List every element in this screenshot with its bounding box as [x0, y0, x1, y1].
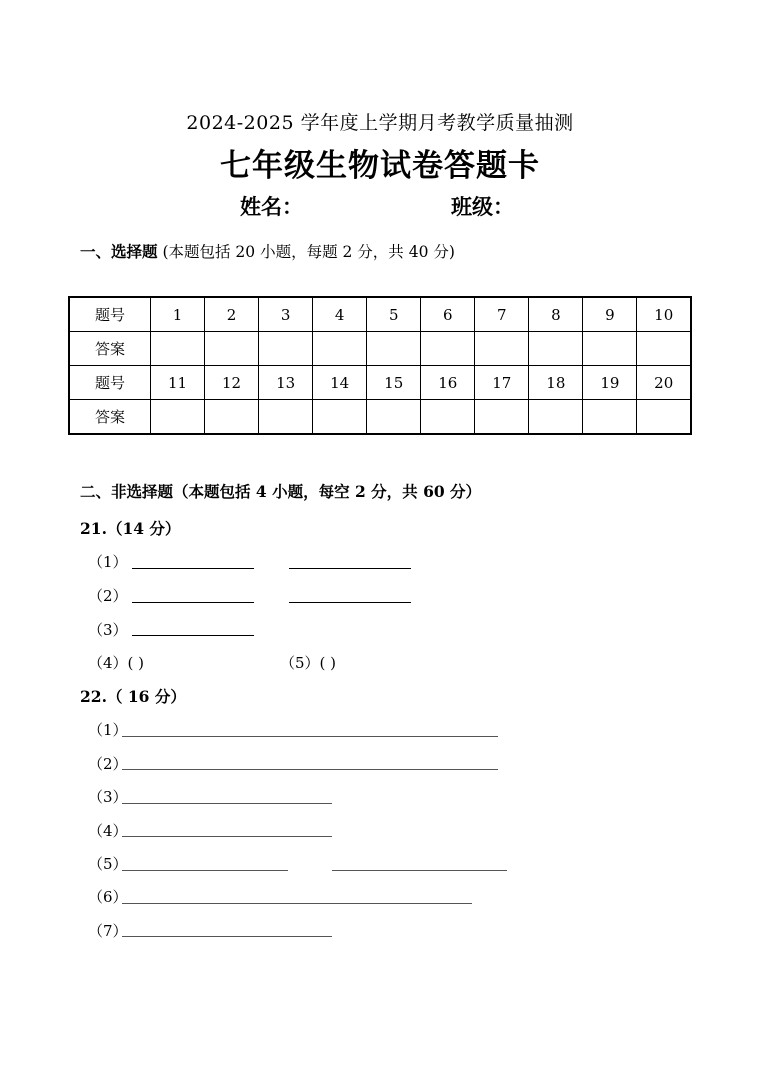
answer-cell[interactable] — [259, 332, 313, 366]
row-label-number: 题号 — [69, 297, 151, 332]
question-number: 14 — [313, 366, 367, 400]
answer-cell[interactable] — [367, 400, 421, 435]
answer-row-1 — [69, 332, 691, 366]
q22-item-7-label: （7） — [88, 922, 128, 940]
answer-cell[interactable] — [637, 400, 691, 435]
answer-cell[interactable] — [583, 400, 637, 435]
answer-row-2 — [69, 400, 691, 435]
row-label-number: 题号 — [69, 366, 151, 400]
answer-cell[interactable] — [313, 400, 367, 435]
q21-2-answer-line-b[interactable] — [289, 602, 411, 603]
answer-cell[interactable] — [205, 400, 259, 435]
section2-heading — [80, 480, 481, 502]
q22-item-4-label: （4） — [88, 822, 128, 840]
number-row-2 — [69, 366, 691, 400]
question-number: 16 — [421, 366, 475, 400]
question-number: 15 — [367, 366, 421, 400]
q22-title: 22.（ 16 分） — [80, 687, 186, 706]
q22-2-answer-line[interactable] — [122, 769, 498, 770]
answer-cell[interactable] — [259, 400, 313, 435]
question-number: 10 — [637, 297, 691, 332]
answer-cell[interactable] — [151, 332, 205, 366]
choice-answer-grid — [68, 296, 692, 435]
answer-cell[interactable] — [421, 400, 475, 435]
q21-2-answer-line-a[interactable] — [132, 602, 254, 603]
q21-item-5-label[interactable]: （5）( ) — [280, 654, 337, 672]
section1-title: 一、选择题 — [80, 242, 158, 261]
q21-item-2-label: （2） — [88, 587, 128, 605]
question-number: 20 — [637, 366, 691, 400]
question-number: 17 — [475, 366, 529, 400]
answer-cell[interactable] — [367, 332, 421, 366]
section1-note: (本题包括 20 小题，每题 2 分，共 40 分) — [157, 243, 455, 261]
q22-item-6-label: （6） — [88, 888, 128, 906]
question-number: 8 — [529, 297, 583, 332]
q22-4-answer-line[interactable] — [122, 836, 332, 837]
exam-subtitle: 2024-2025 学年度上学期月考教学质量抽测 — [186, 112, 574, 134]
number-row-1 — [69, 297, 691, 332]
question-number: 11 — [151, 366, 205, 400]
q22-item-2-label: （2） — [88, 755, 128, 773]
q21-1-answer-line-a[interactable] — [132, 568, 254, 569]
question-number: 2 — [205, 297, 259, 332]
q21-title: 21.（14 分） — [80, 519, 181, 538]
section2-note: （本题包括 4 小题，每空 2 分，共 60 分） — [173, 482, 482, 501]
question-number: 13 — [259, 366, 313, 400]
question-number: 18 — [529, 366, 583, 400]
q22-7-answer-line[interactable] — [122, 936, 332, 937]
answer-cell[interactable] — [421, 332, 475, 366]
section2-title: 二、非选择题 — [80, 482, 174, 501]
answer-cell[interactable] — [529, 400, 583, 435]
class-label: 班级： — [451, 194, 514, 219]
answer-cell[interactable] — [475, 332, 529, 366]
q22-item-3-label: （3） — [88, 788, 128, 806]
q21-1-answer-line-b[interactable] — [289, 568, 411, 569]
question-number: 3 — [259, 297, 313, 332]
q22-item-1-label: （1） — [88, 721, 128, 739]
answer-cell[interactable] — [205, 332, 259, 366]
q21-item-4-label[interactable]: （4）( ) — [88, 654, 145, 672]
answer-cell[interactable] — [529, 332, 583, 366]
q22-item-5-label: （5） — [88, 855, 128, 873]
row-label-answer: 答案 — [69, 400, 151, 435]
answer-cell[interactable] — [475, 400, 529, 435]
q22-5-answer-line-a[interactable] — [122, 870, 288, 871]
q22-3-answer-line[interactable] — [122, 803, 332, 804]
answer-cell[interactable] — [151, 400, 205, 435]
question-number: 5 — [367, 297, 421, 332]
q21-item-1-label: （1） — [88, 553, 128, 571]
page-title: 七年级生物试卷答题卡 — [220, 148, 540, 184]
answer-cell[interactable] — [583, 332, 637, 366]
section1-heading — [80, 240, 455, 262]
q22-6-answer-line[interactable] — [122, 903, 472, 904]
question-number: 12 — [205, 366, 259, 400]
question-number: 19 — [583, 366, 637, 400]
answer-cell[interactable] — [637, 332, 691, 366]
question-number: 7 — [475, 297, 529, 332]
question-number: 1 — [151, 297, 205, 332]
q22-1-answer-line[interactable] — [122, 736, 498, 737]
q21-item-3-label: （3） — [88, 621, 128, 639]
answer-cell[interactable] — [313, 332, 367, 366]
q22-5-answer-line-b[interactable] — [332, 870, 507, 871]
question-number: 6 — [421, 297, 475, 332]
name-label: 姓名： — [240, 194, 303, 219]
question-number: 4 — [313, 297, 367, 332]
question-number: 9 — [583, 297, 637, 332]
q21-3-answer-line[interactable] — [132, 635, 254, 636]
row-label-answer: 答案 — [69, 332, 151, 366]
